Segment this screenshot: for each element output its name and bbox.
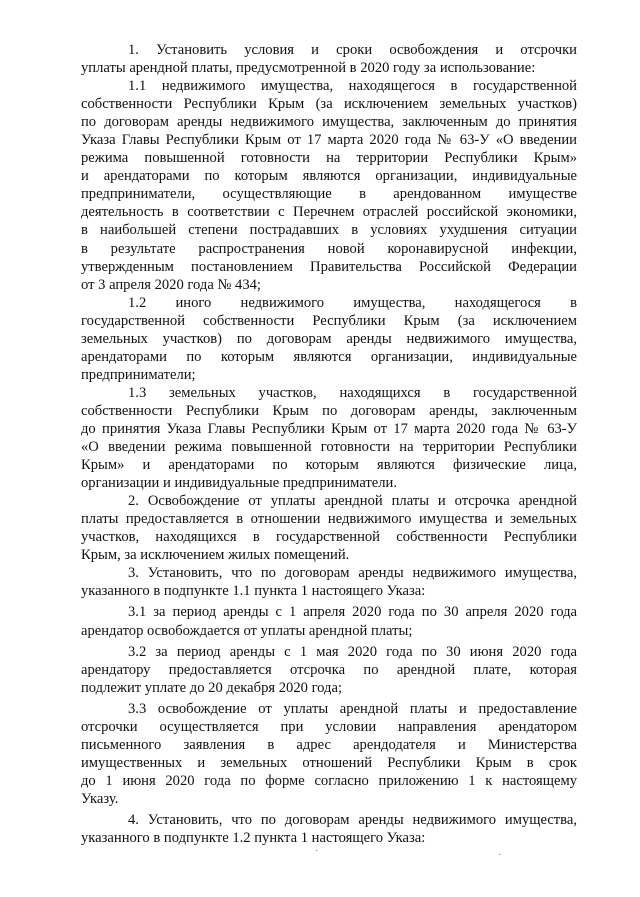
text-line: участков, находящихся в государственной собственности Республики: [81, 529, 577, 546]
text-line: 3.1 за период аренды с 1 апреля 2020 года по 30 апреля 2020 года: [128, 604, 577, 621]
text-line: 1.1 недвижимого имущества, находящегося в государственной: [128, 78, 577, 95]
text-line: и арендаторами по которым являются организации, индивидуальные: [81, 168, 577, 185]
text-line: указанного в подпункте 1.1 пункта 1 настоящего Указа:: [81, 583, 426, 600]
paragraph-3-1: [81, 603, 577, 639]
text-line: 1. Установить условия и сроки освобождения и отсрочки: [128, 42, 577, 58]
text-line: от 3 апреля 2020 года № 434;: [81, 276, 261, 293]
text-line: 4. Установить, что по договорам аренды недвижимого имущества,: [128, 811, 577, 828]
text-line: отсрочки осуществляется при условии направления арендатором: [81, 718, 577, 735]
text-line: 1.3 земельных участков, находящихся в государственной: [128, 384, 577, 401]
text-line: утвержденным постановлением Правительства Российской Федерации: [81, 258, 577, 275]
paragraph-1-2: [81, 294, 577, 384]
paragraph-1: [81, 41, 577, 77]
text-line: платы предоставляется в отношении недвижимого имущества и земельных: [81, 511, 577, 528]
text-line: организации и индивидуальные предприниматели.: [81, 475, 398, 492]
text-line: собственности Республики Крым (за исключением земельных участков): [81, 96, 577, 113]
text-line: собственности Республики Крым по договорам аренды, заключенным: [81, 402, 577, 419]
text-line: подлежит уплате до 20 декабря 2020 года;: [81, 679, 343, 696]
text-line: арендатору предоставляется отсрочка по арендной плате, которая: [81, 661, 577, 678]
scan-dot: ·: [315, 846, 319, 857]
text-line: до 1 июня 2020 года по форме согласно приложению 1 к настоящему: [81, 772, 577, 789]
text-line: Крым» и арендаторами по которым являются физические лица,: [81, 457, 577, 474]
paragraph-1-1: [81, 77, 577, 294]
text-line: Крым, за исключением жилых помещений.: [81, 547, 350, 564]
text-line: по договорам аренды недвижимого имущества, заключенным до принятия: [81, 114, 577, 131]
paragraph-1-3: [81, 384, 577, 492]
text-line: письменного заявления в адрес арендодателя и Министерства: [81, 736, 577, 753]
paragraph-3-2: [81, 643, 577, 697]
text-line: Указу.: [81, 790, 119, 807]
text-line: до принятия Указа Главы Республики Крым от 17 марта 2020 года № 63-У: [81, 420, 577, 437]
text-line: предприниматели, осуществляющие в арендованном имуществе: [81, 186, 577, 203]
text-line: в результате распространения новой коронавирусной инфекции,: [81, 240, 577, 257]
text-line: земельных участков) по договорам аренды недвижимого имущества,: [81, 330, 577, 347]
text-line: режима повышенной готовности на территории Республики Крым»: [81, 150, 577, 167]
text-line: 2. Освобождение от уплаты арендной платы и отсрочка арендной: [128, 493, 577, 510]
text-line: предприниматели;: [81, 366, 196, 383]
text-line: имущественных и земельных отношений Республики Крым в срок: [81, 754, 577, 771]
text-line: арендаторами по которым являются организации, индивидуальные: [81, 348, 577, 365]
scan-dot: ·: [498, 850, 502, 861]
text-line: уплаты арендной платы, предусмотренной в 2020 году за использование:: [81, 60, 536, 77]
paragraph-3: [81, 564, 577, 600]
text-line: указанного в подпункте 1.2 пункта 1 настоящего Указа:: [81, 830, 426, 847]
text-line: 3.2 за период аренды с 1 мая 2020 года по 30 июня 2020 года: [128, 643, 577, 660]
paragraph-2: [81, 492, 577, 564]
text-line: 3. Установить, что по договорам аренды недвижимого имущества,: [128, 565, 577, 582]
text-line: «О введении режима повышенной готовности на территории Республики: [81, 439, 577, 456]
text-line: государственной собственности Республики Крым (за исключением: [81, 312, 577, 329]
text-line: 1.2 иного недвижимого имущества, находящегося в: [128, 294, 577, 311]
text-line: в наибольшей степени пострадавших в условиях ухудшения ситуации: [81, 222, 577, 239]
text-line: 3.3 освобождение от уплаты арендной платы и предоставление: [128, 700, 577, 717]
text-line: арендатор освобождается от уплаты арендной платы;: [81, 622, 413, 639]
text-line: Указа Главы Республики Крым от 17 марта 2020 года № 63-У «О введении: [81, 132, 577, 149]
text-line: деятельность в соответствии с Перечнем отраслей российской экономики,: [81, 204, 577, 221]
paragraph-4: [81, 811, 577, 847]
paragraph-3-3: [81, 700, 577, 808]
